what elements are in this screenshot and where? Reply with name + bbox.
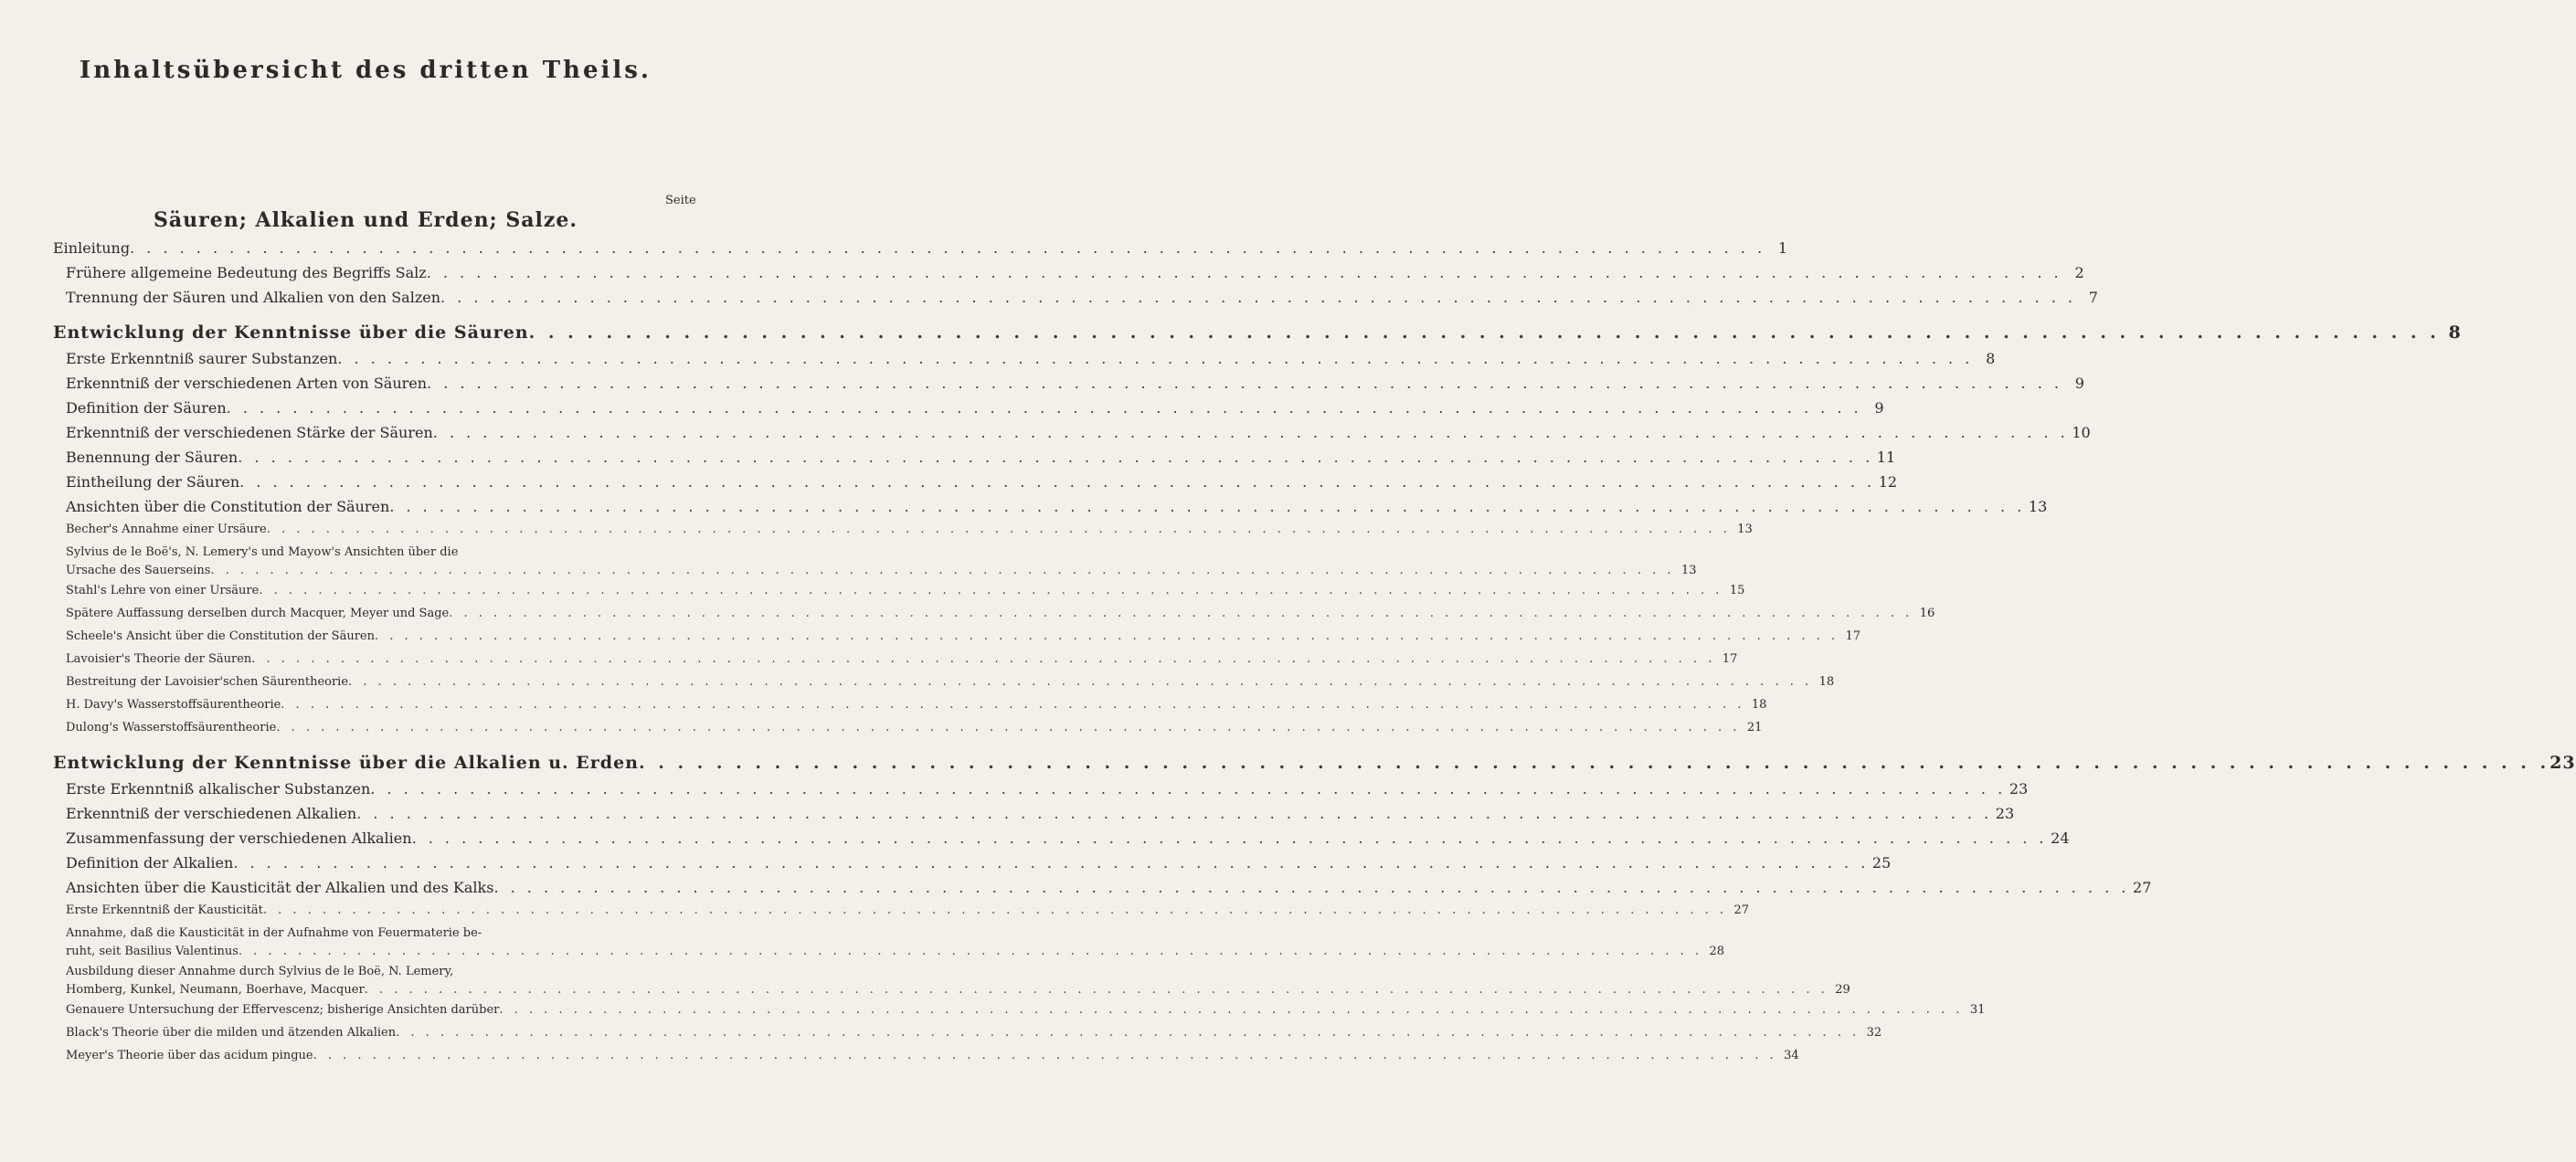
toc-entry-text: Benennung der Säuren xyxy=(66,449,239,466)
toc-section-heading xyxy=(53,753,2576,780)
dot-leader xyxy=(389,498,2025,515)
toc-entry-text: Annahme, daß die Kausticität in der Aufnahme von Feuermaterie be- xyxy=(66,926,482,940)
dot-leader xyxy=(370,780,2006,798)
dot-leader xyxy=(529,322,2440,343)
toc-page-number: 34 xyxy=(1784,1049,1799,1062)
dot-leader xyxy=(433,424,2069,441)
toc-entry-text: Becher's Annahme einer Ursäure xyxy=(66,523,267,536)
toc-entry xyxy=(53,584,1745,607)
dot-leader xyxy=(233,854,1869,872)
toc-entry-text: Lavoisier's Theorie der Säuren xyxy=(66,652,252,666)
dot-leader xyxy=(427,264,2062,281)
dot-leader xyxy=(251,652,1715,666)
toc-page-number: 23 xyxy=(1995,805,2015,822)
toc-page-number: 7 xyxy=(2088,289,2098,306)
toc-page-number: 18 xyxy=(1751,698,1767,712)
toc-page-number: 18 xyxy=(1818,675,1835,689)
toc-entry-text: Trennung der Säuren und Alkalien von den Salzen xyxy=(66,289,441,306)
toc-page-number: 15 xyxy=(1729,584,1745,597)
dot-leader xyxy=(281,698,1744,712)
toc-entry xyxy=(53,829,2070,854)
toc-page-number: 29 xyxy=(1835,983,1850,997)
toc-page-number: 23 xyxy=(2549,753,2576,773)
dot-leader xyxy=(267,523,1731,536)
dot-leader xyxy=(263,903,1727,917)
toc-page-number: 10 xyxy=(2072,424,2091,441)
toc-entry-text: Entwicklung der Kenntnisse über die Alkalien u. Erden xyxy=(53,753,639,773)
toc-entry-text: Eintheilung der Säuren xyxy=(66,473,240,491)
toc-page-number: 13 xyxy=(1737,523,1753,536)
dot-leader xyxy=(365,983,1829,997)
dot-leader xyxy=(449,607,1913,620)
dot-leader xyxy=(427,375,2062,392)
dot-leader xyxy=(130,239,1765,257)
section-spacer xyxy=(53,313,698,322)
toc-entry-text: Homberg, Kunkel, Neumann, Boerhave, Macquer xyxy=(66,983,365,997)
dot-leader xyxy=(493,879,2129,896)
dot-leader xyxy=(239,945,1702,958)
dot-leader xyxy=(276,721,1740,734)
dot-leader xyxy=(227,399,1862,417)
dot-leader xyxy=(396,1026,1860,1040)
toc-entry xyxy=(53,350,1996,375)
toc-page-number: 28 xyxy=(1709,945,1724,958)
toc-entry xyxy=(53,545,698,564)
toc-entry xyxy=(53,399,1884,424)
toc-page-number: 13 xyxy=(1680,564,1697,577)
toc-page-number: 23 xyxy=(2009,780,2029,798)
toc-entry-text: Spätere Auffassung derselben durch Macquer, Meyer und Sage xyxy=(66,607,450,620)
toc-entry xyxy=(53,983,1850,1003)
toc-entry-text: Entwicklung der Kenntnisse über die Säuren xyxy=(53,322,529,343)
toc-page-number: 8 xyxy=(2448,322,2462,343)
toc-entry-text: Meyer's Theorie über das acidum pingue xyxy=(66,1049,313,1062)
toc-entry xyxy=(53,473,1898,498)
dot-leader xyxy=(499,1003,1963,1017)
toc-page-number: 13 xyxy=(2028,498,2048,515)
toc-entry xyxy=(53,424,2091,449)
toc-entry xyxy=(53,903,1749,926)
toc-entry-text: H. Davy's Wasserstoffsäurentheorie xyxy=(66,698,281,712)
toc-page-number: 12 xyxy=(1878,473,1898,491)
toc-entry xyxy=(53,289,2098,313)
toc-entry xyxy=(53,449,1896,473)
toc-page-number: 1 xyxy=(1777,239,1788,257)
toc-entry-text: Bestreitung der Lavoisier'schen Säurentheorie xyxy=(66,675,349,689)
table-of-contents xyxy=(53,239,2576,1072)
toc-page-number: 32 xyxy=(1866,1026,1882,1040)
dot-leader xyxy=(238,449,1873,466)
toc-entry-text: Ursache des Sauerseins xyxy=(66,564,211,577)
dot-leader xyxy=(412,829,2048,847)
toc-entry-text: Definition der Säuren xyxy=(66,399,227,417)
dot-leader xyxy=(259,584,1723,597)
toc-entry-text: Erste Erkenntniß alkalischer Substanzen xyxy=(66,780,371,798)
toc-entry xyxy=(53,629,1861,652)
toc-entry-text: Erkenntniß der verschiedenen Stärke der Säuren xyxy=(66,424,433,441)
toc-entry-text: Ansichten über die Constitution der Säuren xyxy=(66,498,390,515)
toc-entry-text: Genauere Untersuchung der Effervescenz; bisherige Ansichten darüber xyxy=(66,1003,500,1017)
toc-entry-text: Erste Erkenntniß saurer Substanzen xyxy=(66,350,338,367)
toc-page-number: 11 xyxy=(1876,449,1896,466)
toc-entry xyxy=(53,879,2152,903)
toc-page-number: 21 xyxy=(1746,721,1763,734)
toc-entry xyxy=(53,675,1835,698)
toc-entry-text: Einleitung xyxy=(53,239,131,257)
toc-entry xyxy=(53,607,1935,629)
toc-page-number: 27 xyxy=(1733,903,1749,917)
toc-page-number: 9 xyxy=(2074,375,2084,392)
toc-entry xyxy=(53,854,1892,879)
toc-entry xyxy=(53,652,1738,675)
toc-page-number: 31 xyxy=(1969,1003,1986,1017)
toc-page-number: 24 xyxy=(2051,829,2070,847)
dot-leader xyxy=(348,675,1812,689)
toc-page-number: 17 xyxy=(1722,652,1738,666)
section-title: Säuren; Alkalien und Erden; Salze. xyxy=(154,208,578,232)
toc-page-number: 8 xyxy=(1986,350,1996,367)
toc-entry-text: Ansichten über die Kausticität der Alkalien und des Kalks xyxy=(66,879,494,896)
toc-entry xyxy=(53,926,698,945)
dot-leader xyxy=(210,564,1674,577)
toc-entry xyxy=(53,564,1697,584)
toc-entry xyxy=(53,239,1788,264)
section-spacer xyxy=(53,744,698,753)
toc-entry xyxy=(53,805,2015,829)
toc-entry-text: Frühere allgemeine Bedeutung des Begriffs Salz xyxy=(66,264,427,281)
page-column-label: Seite xyxy=(665,194,696,207)
toc-entry xyxy=(53,721,1763,744)
toc-section-heading xyxy=(53,322,2462,350)
toc-entry xyxy=(53,1003,1986,1026)
page-title: Inhaltsübersicht des dritten Theils. xyxy=(80,57,652,84)
toc-entry xyxy=(53,965,698,983)
toc-entry-text: ruht, seit Basilius Valentinus xyxy=(66,945,239,958)
toc-page-number: 16 xyxy=(1919,607,1935,620)
toc-entry-text: Sylvius de le Boë's, N. Lemery's und Mayow's Ansichten über die xyxy=(66,545,459,559)
toc-entry xyxy=(53,1049,1799,1072)
toc-entry-text: Erkenntniß der verschiedenen Alkalien xyxy=(66,805,357,822)
toc-entry-text: Ausbildung dieser Annahme durch Sylvius de le Boë, N. Lemery, xyxy=(66,965,454,978)
toc-entry xyxy=(53,945,1724,965)
toc-entry xyxy=(53,498,2048,523)
dot-leader xyxy=(440,289,2076,306)
toc-entry xyxy=(53,523,1753,545)
toc-entry xyxy=(53,375,2084,399)
toc-entry-text: Definition der Alkalien xyxy=(66,854,234,872)
toc-page-number: 9 xyxy=(1874,399,1884,417)
dot-leader xyxy=(375,629,1839,643)
toc-entry-text: Stahl's Lehre von einer Ursäure xyxy=(66,584,260,597)
dot-leader xyxy=(356,805,1992,822)
toc-entry-text: Erste Erkenntniß der Kausticität xyxy=(66,903,263,917)
toc-entry-text: Dulong's Wasserstoffsäurentheorie xyxy=(66,721,277,734)
toc-page-number: 25 xyxy=(1871,854,1892,872)
toc-entry-text: Erkenntniß der verschiedenen Arten von Säuren xyxy=(66,375,428,392)
toc-page-number: 17 xyxy=(1845,629,1861,643)
toc-entry-text: Black's Theorie über die milden und ätzenden Alkalien xyxy=(66,1026,397,1040)
dot-leader xyxy=(239,473,1875,491)
toc-entry-text: Scheele's Ansicht über die Constitution der Säuren xyxy=(66,629,375,643)
toc-page-number: 27 xyxy=(2133,879,2152,896)
toc-entry xyxy=(53,780,2029,805)
dot-leader xyxy=(313,1049,1777,1062)
dot-leader xyxy=(639,753,2549,773)
toc-page-number: 2 xyxy=(2074,264,2084,281)
toc-entry-text: Zusammenfassung der verschiedenen Alkalien xyxy=(66,829,412,847)
dot-leader xyxy=(337,350,1973,367)
toc-entry xyxy=(53,264,2084,289)
toc-entry xyxy=(53,698,1767,721)
toc-entry xyxy=(53,1026,1882,1049)
